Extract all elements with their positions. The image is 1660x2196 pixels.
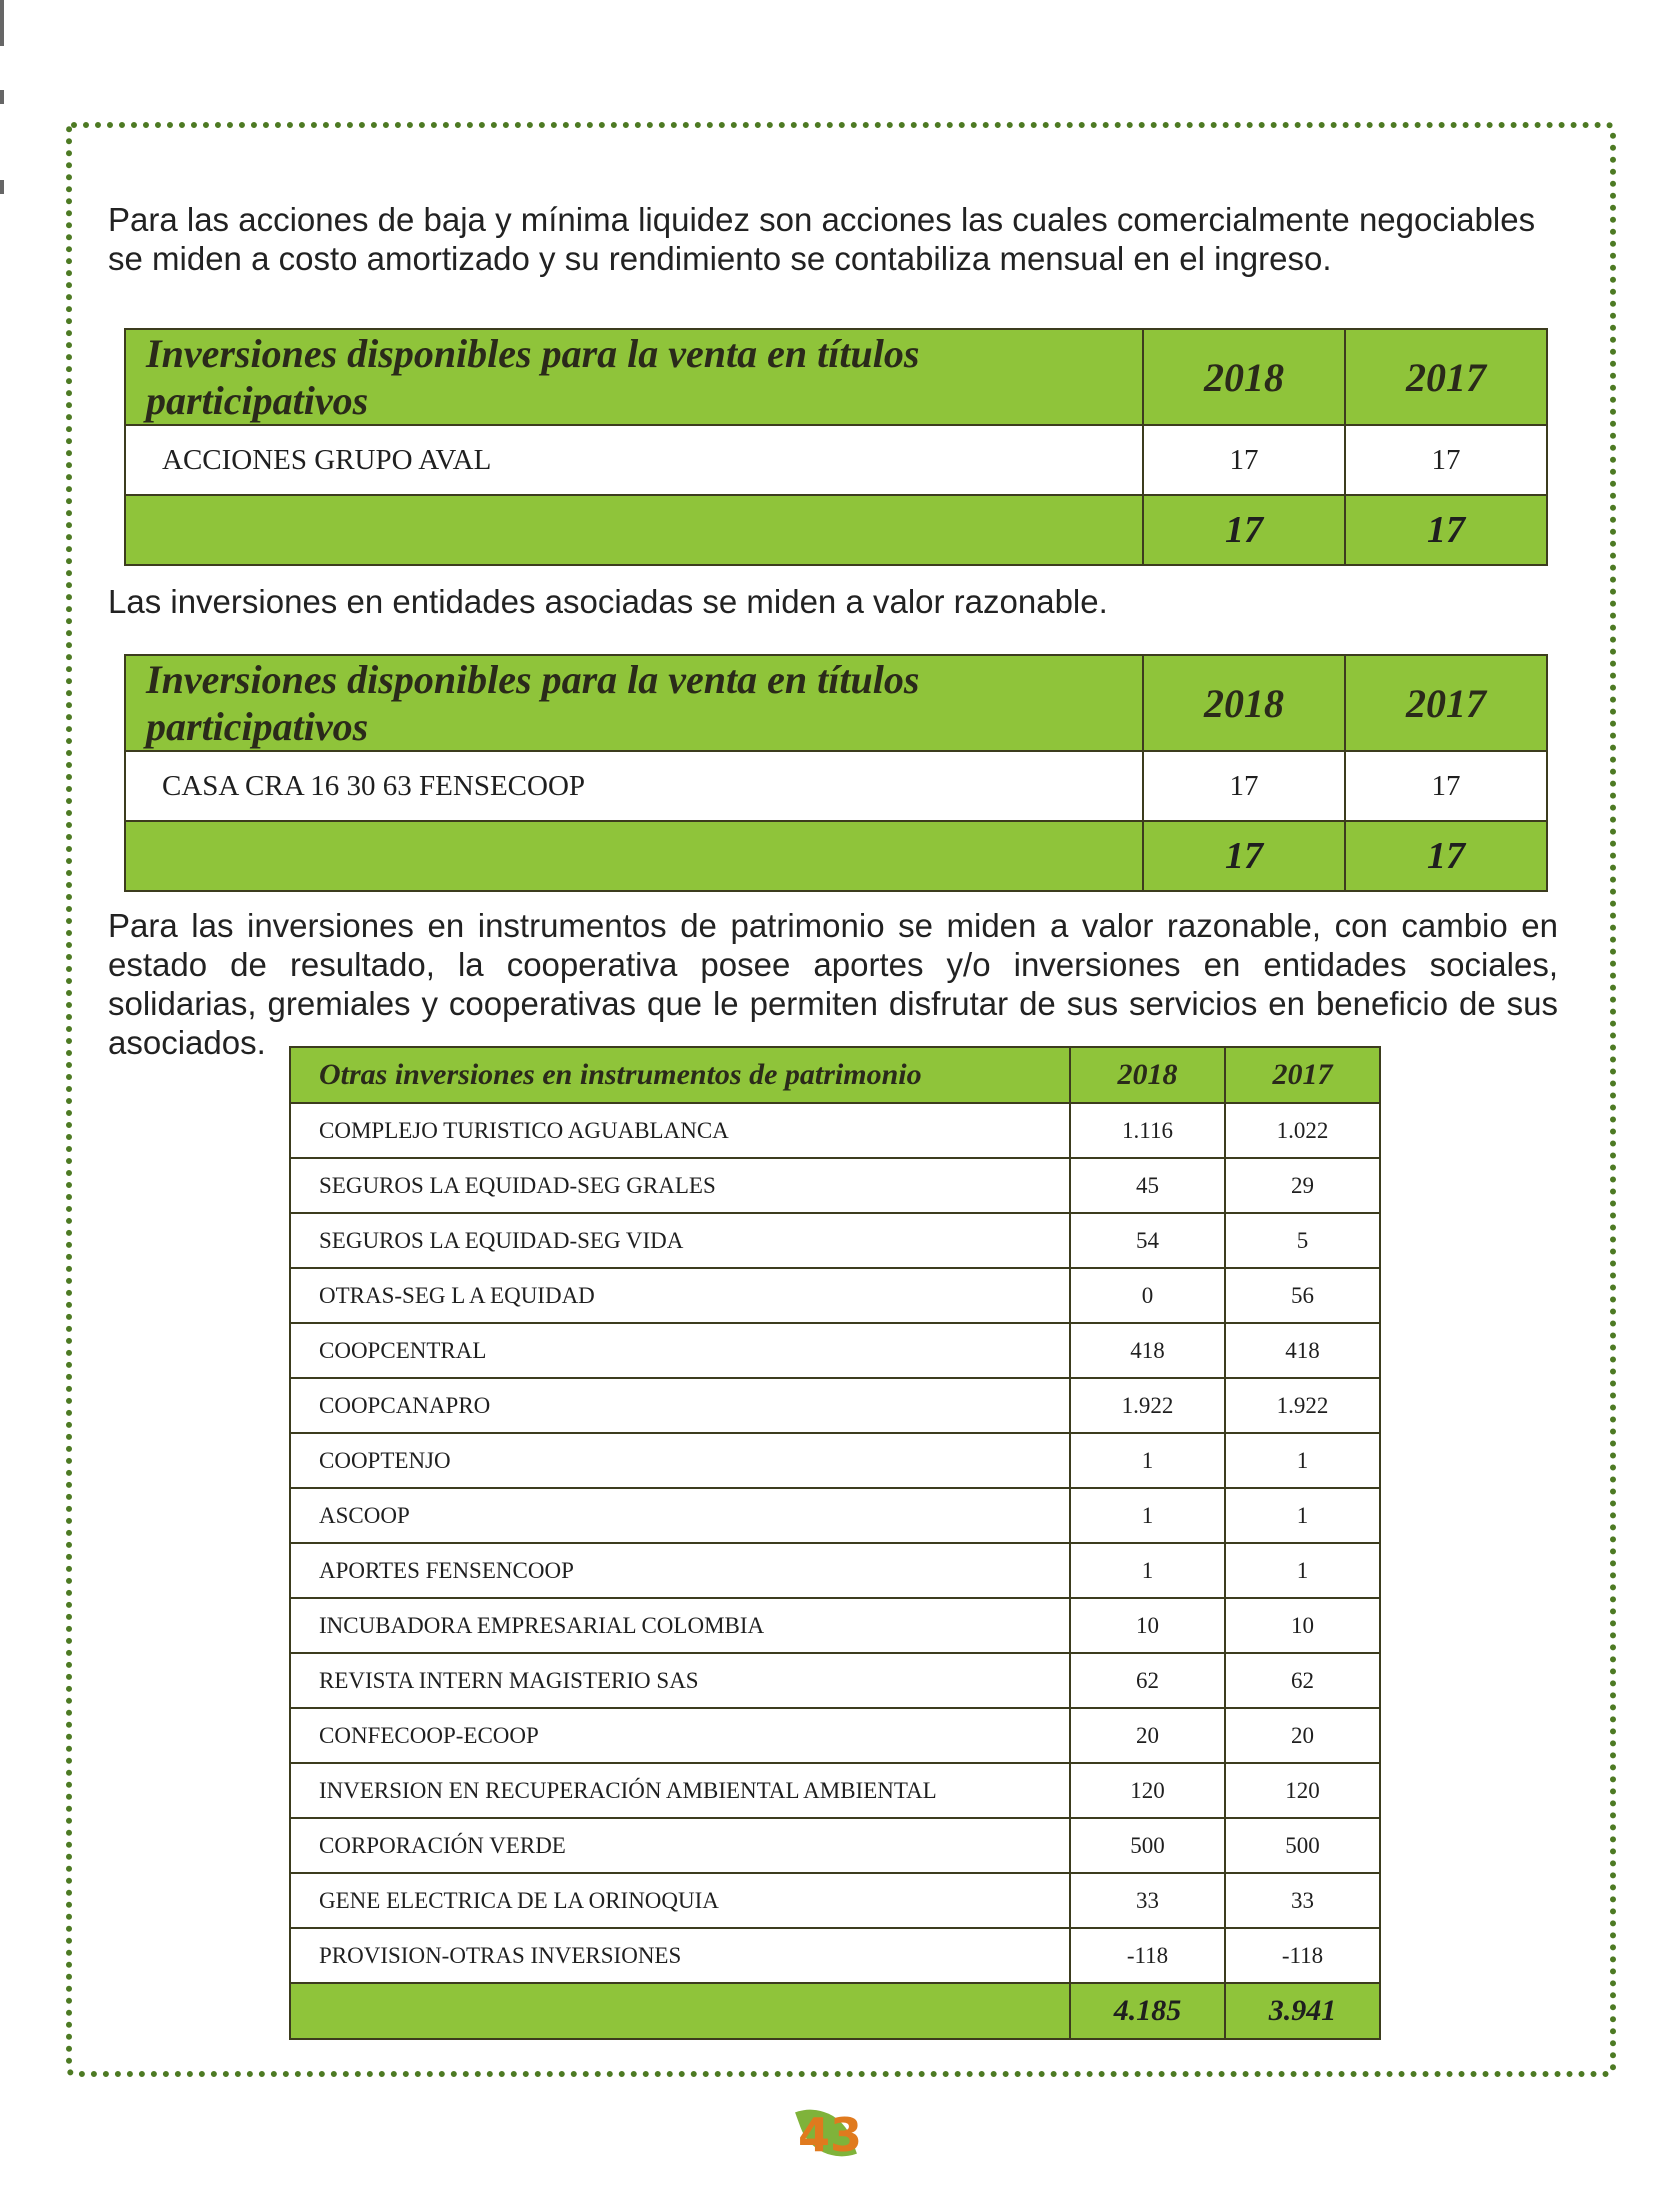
page-number-badge [790,2095,870,2175]
row-label: REVISTA INTERN MAGISTERIO SAS [290,1653,1070,1708]
row-label: SEGUROS LA EQUIDAD-SEG VIDA [290,1213,1070,1268]
table-header-title: Inversiones disponibles para la venta en títulos participativos [125,655,1143,751]
row-label: COOPCENTRAL [290,1323,1070,1378]
table-row [290,1543,1380,1598]
total-label-cell [290,1983,1070,2039]
row-label: COOPCANAPRO [290,1378,1070,1433]
row-value-2018: 1.116 [1070,1103,1225,1158]
table-row [290,1323,1380,1378]
table-acciones [124,328,1548,566]
row-value-2017: 1.922 [1225,1378,1380,1433]
table-row [290,1433,1380,1488]
table-otras-inversiones [289,1046,1381,2040]
row-value-2018: 500 [1070,1818,1225,1873]
table-row [290,1488,1380,1543]
row-value-2017: 418 [1225,1323,1380,1378]
row-value-2017: 1 [1225,1543,1380,1598]
row-value-2018: 1 [1070,1488,1225,1543]
table-row [290,1873,1380,1928]
table-header-year-2017: 2017 [1345,655,1547,751]
table-row [290,1653,1380,1708]
row-value-2017: 17 [1345,751,1547,821]
row-value-2018: 33 [1070,1873,1225,1928]
row-label: ACCIONES GRUPO AVAL [125,425,1143,495]
row-label: PROVISION-OTRAS INVERSIONES [290,1928,1070,1983]
table-asociadas [124,654,1548,892]
row-value-2018: 1 [1070,1433,1225,1488]
row-value-2017: 56 [1225,1268,1380,1323]
table-header-year-2017: 2017 [1345,329,1547,425]
row-value-2018: 54 [1070,1213,1225,1268]
row-value-2017: 62 [1225,1653,1380,1708]
row-label: CORPORACIÓN VERDE [290,1818,1070,1873]
table-row [125,751,1547,821]
total-value-2018: 17 [1143,495,1345,565]
row-value-2017: 500 [1225,1818,1380,1873]
table-row [290,1378,1380,1433]
table-header-row [125,655,1547,751]
table-header-title: Otras inversiones en instrumentos de patrimonio [290,1047,1070,1103]
total-value-2017: 3.941 [1225,1983,1380,2039]
row-label: CASA CRA 16 30 63 FENSECOOP [125,751,1143,821]
row-label: ASCOOP [290,1488,1070,1543]
row-value-2017: 20 [1225,1708,1380,1763]
row-value-2017: 5 [1225,1213,1380,1268]
row-value-2017: 120 [1225,1763,1380,1818]
table-row [290,1708,1380,1763]
table-row [290,1268,1380,1323]
patrimonio-paragraph: Para las inversiones en instrumentos de patrimonio se miden a valor razonable, con cambio en estado de resultado, la cooperativa posee aportes y/o inversiones en entidades sociales, solidarias, gremiales y cooperativas que le permiten disfrutar de sus servicios en beneficio de sus asociados. [108,907,1558,1061]
intro-paragraph: Para las acciones de baja y mínima liquidez son acciones las cuales comercialmente negociables se miden a costo amortizado y su rendimiento se contabiliza mensual en el ingreso. [108,201,1536,277]
row-value-2018: 17 [1143,751,1345,821]
total-row [290,1983,1380,2039]
total-value-2017: 17 [1345,821,1547,891]
row-value-2017: 17 [1345,425,1547,495]
row-value-2017: -118 [1225,1928,1380,1983]
total-value-2018: 17 [1143,821,1345,891]
row-value-2017: 33 [1225,1873,1380,1928]
row-label: INVERSION EN RECUPERACIÓN AMBIENTAL AMBIENTAL [290,1763,1070,1818]
table-row [290,1818,1380,1873]
row-value-2018: 10 [1070,1598,1225,1653]
table-header-title: Inversiones disponibles para la venta en títulos participativos [125,329,1143,425]
row-label: GENE ELECTRICA DE LA ORINOQUIA [290,1873,1070,1928]
row-value-2018: 20 [1070,1708,1225,1763]
row-value-2017: 1 [1225,1488,1380,1543]
row-value-2018: 120 [1070,1763,1225,1818]
row-label: COOPTENJO [290,1433,1070,1488]
row-label: SEGUROS LA EQUIDAD-SEG GRALES [290,1158,1070,1213]
table-row [290,1213,1380,1268]
table-row [125,425,1547,495]
table-row [290,1103,1380,1158]
row-value-2018: 62 [1070,1653,1225,1708]
table-header-row [125,329,1547,425]
row-value-2018: 1.922 [1070,1378,1225,1433]
table-row [290,1763,1380,1818]
row-value-2018: 45 [1070,1158,1225,1213]
row-value-2018: 1 [1070,1543,1225,1598]
table-header-year-2018: 2018 [1143,329,1345,425]
row-label: COMPLEJO TURISTICO AGUABLANCA [290,1103,1070,1158]
row-label: APORTES FENSENCOOP [290,1543,1070,1598]
row-value-2018: 418 [1070,1323,1225,1378]
table-row [290,1928,1380,1983]
table-row [290,1158,1380,1213]
row-label: CONFECOOP-ECOOP [290,1708,1070,1763]
row-label: OTRAS-SEG L A EQUIDAD [290,1268,1070,1323]
table-header-year-2018: 2018 [1070,1047,1225,1103]
asociadas-paragraph: Las inversiones en entidades asociadas se miden a valor razonable. [108,583,1108,620]
row-value-2017: 29 [1225,1158,1380,1213]
row-value-2018: 0 [1070,1268,1225,1323]
row-value-2017: 1.022 [1225,1103,1380,1158]
total-row [125,821,1547,891]
total-label-cell [125,821,1143,891]
row-value-2017: 10 [1225,1598,1380,1653]
total-value-2018: 4.185 [1070,1983,1225,2039]
total-value-2017: 17 [1345,495,1547,565]
row-value-2018: 17 [1143,425,1345,495]
row-value-2018: -118 [1070,1928,1225,1983]
row-label: INCUBADORA EMPRESARIAL COLOMBIA [290,1598,1070,1653]
row-value-2017: 1 [1225,1433,1380,1488]
total-row [125,495,1547,565]
total-label-cell [125,495,1143,565]
table-header-year-2017: 2017 [1225,1047,1380,1103]
table-header-row [290,1047,1380,1103]
page-number: 43 [797,2108,862,2162]
table-row [290,1598,1380,1653]
scan-edge-marks [0,0,6,190]
table-header-year-2018: 2018 [1143,655,1345,751]
